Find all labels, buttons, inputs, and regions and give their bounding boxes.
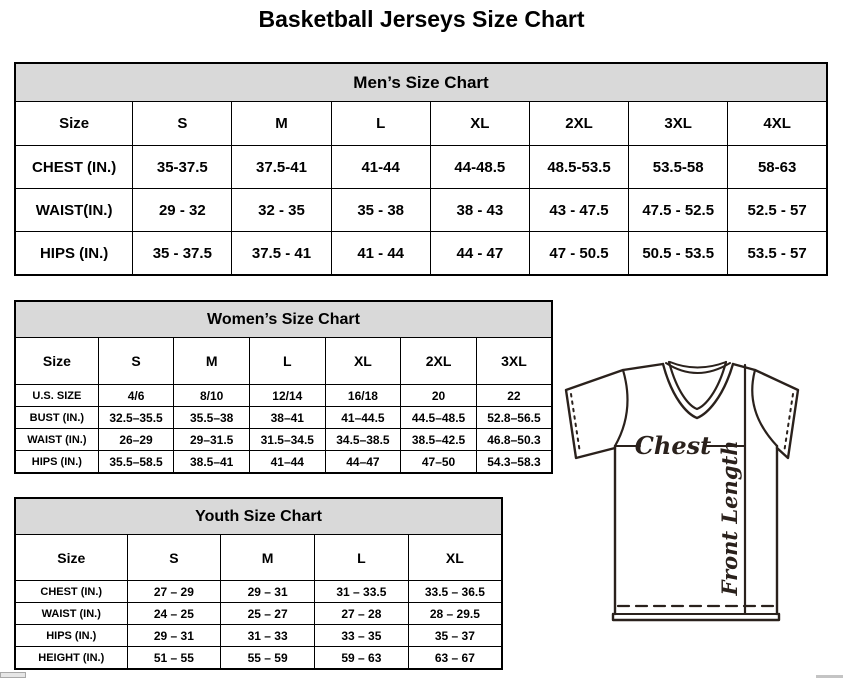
mens-size-chart <box>14 62 828 276</box>
horizontal-scrollbar-fragment-right[interactable] <box>816 675 843 678</box>
size-cell: 44–47 <box>325 451 401 474</box>
column-header: 2XL <box>529 102 628 146</box>
jersey-back-collar-arc-shallow <box>670 362 726 368</box>
column-header: Size <box>15 535 127 581</box>
size-cell: 8/10 <box>174 385 250 407</box>
row-label: HEIGHT (IN.) <box>15 647 127 670</box>
size-cell: 44 - 47 <box>430 232 529 276</box>
size-cell: 33.5 – 36.5 <box>408 581 502 603</box>
column-header: Size <box>15 338 98 385</box>
column-header: 4XL <box>728 102 827 146</box>
row-label: CHEST (IN.) <box>15 581 127 603</box>
size-cell: 35 - 37.5 <box>133 232 232 276</box>
column-header: M <box>221 535 315 581</box>
row-label: WAIST (IN.) <box>15 429 98 451</box>
size-cell: 47 - 50.5 <box>529 232 628 276</box>
column-header: XL <box>430 102 529 146</box>
size-cell: 47–50 <box>401 451 477 474</box>
youth-size-chart <box>14 497 503 670</box>
jersey-measurement-diagram <box>560 356 804 626</box>
womens-size-chart <box>14 300 553 474</box>
size-cell: 44.5–48.5 <box>401 407 477 429</box>
size-cell: 29–31.5 <box>174 429 250 451</box>
womens-table <box>14 300 553 474</box>
size-cell: 34.5–38.5 <box>325 429 401 451</box>
jersey-right-armhole-seam <box>752 370 777 446</box>
size-cell: 52.8–56.5 <box>476 407 552 429</box>
column-header: XL <box>325 338 401 385</box>
youth-table <box>14 497 503 670</box>
row-label: HIPS (IN.) <box>15 232 133 276</box>
size-cell: 35.5–38 <box>174 407 250 429</box>
size-cell: 20 <box>401 385 477 407</box>
column-header: 3XL <box>629 102 728 146</box>
size-cell: 16/18 <box>325 385 401 407</box>
size-cell: 29 - 32 <box>133 189 232 232</box>
size-cell: 31.5–34.5 <box>249 429 325 451</box>
jersey-right-cuff-dashed-line <box>784 394 793 453</box>
size-cell: 37.5-41 <box>232 146 331 189</box>
column-header: XL <box>408 535 502 581</box>
size-cell: 51 – 55 <box>127 647 221 670</box>
size-cell: 44-48.5 <box>430 146 529 189</box>
size-cell: 31 – 33 <box>221 625 315 647</box>
column-header: M <box>174 338 250 385</box>
size-cell: 55 – 59 <box>221 647 315 670</box>
size-cell: 35 – 37 <box>408 625 502 647</box>
row-label: CHEST (IN.) <box>15 146 133 189</box>
horizontal-scrollbar-fragment-left[interactable] <box>0 672 26 678</box>
row-label: WAIST(IN.) <box>15 189 133 232</box>
column-header: M <box>232 102 331 146</box>
size-cell: 28 – 29.5 <box>408 603 502 625</box>
row-label: BUST (IN.) <box>15 407 98 429</box>
size-cell: 38 - 43 <box>430 189 529 232</box>
size-cell: 41-44 <box>331 146 430 189</box>
column-header: S <box>98 338 174 385</box>
column-header: S <box>133 102 232 146</box>
jersey-right-shoulder-outline <box>733 364 798 458</box>
mens-table <box>14 62 828 276</box>
size-cell: 54.3–58.3 <box>476 451 552 474</box>
size-cell: 4/6 <box>98 385 174 407</box>
row-label: U.S. SIZE <box>15 385 98 407</box>
size-cell: 32.5–35.5 <box>98 407 174 429</box>
column-header: Size <box>15 102 133 146</box>
jersey-left-cuff-dashed-line <box>571 394 580 453</box>
column-header: 3XL <box>476 338 552 385</box>
table-caption: Women’s Size Chart <box>15 301 552 338</box>
size-cell: 29 – 31 <box>127 625 221 647</box>
size-cell: 59 – 63 <box>315 647 409 670</box>
size-cell: 46.8–50.3 <box>476 429 552 451</box>
size-cell: 38–41 <box>249 407 325 429</box>
size-cell: 35-37.5 <box>133 146 232 189</box>
size-cell: 33 – 35 <box>315 625 409 647</box>
size-cell: 58-63 <box>728 146 827 189</box>
column-header: L <box>331 102 430 146</box>
jersey-left-armhole-seam <box>615 370 628 446</box>
size-cell: 22 <box>476 385 552 407</box>
column-header: L <box>315 535 409 581</box>
front-length-label: Front Length <box>717 440 742 596</box>
size-cell: 41–44 <box>249 451 325 474</box>
size-cell: 35 - 38 <box>331 189 430 232</box>
size-cell: 24 – 25 <box>127 603 221 625</box>
size-cell: 29 – 31 <box>221 581 315 603</box>
size-cell: 37.5 - 41 <box>232 232 331 276</box>
size-cell: 53.5 - 57 <box>728 232 827 276</box>
column-header: 2XL <box>401 338 477 385</box>
chest-label: Chest <box>634 431 712 460</box>
row-label: HIPS (IN.) <box>15 625 127 647</box>
size-cell: 26–29 <box>98 429 174 451</box>
column-header: S <box>127 535 221 581</box>
size-cell: 53.5-58 <box>629 146 728 189</box>
size-cell: 32 - 35 <box>232 189 331 232</box>
size-cell: 38.5–42.5 <box>401 429 477 451</box>
size-cell: 25 – 27 <box>221 603 315 625</box>
row-label: WAIST (IN.) <box>15 603 127 625</box>
size-cell: 50.5 - 53.5 <box>629 232 728 276</box>
size-cell: 12/14 <box>249 385 325 407</box>
size-cell: 47.5 - 52.5 <box>629 189 728 232</box>
size-cell: 31 – 33.5 <box>315 581 409 603</box>
row-label: HIPS (IN.) <box>15 451 98 474</box>
size-cell: 48.5-53.5 <box>529 146 628 189</box>
size-cell: 35.5–58.5 <box>98 451 174 474</box>
size-cell: 27 – 29 <box>127 581 221 603</box>
page-title: Basketball Jerseys Size Chart <box>258 6 585 32</box>
size-cell: 41–44.5 <box>325 407 401 429</box>
size-cell: 52.5 - 57 <box>728 189 827 232</box>
column-header: L <box>249 338 325 385</box>
size-cell: 43 - 47.5 <box>529 189 628 232</box>
size-cell: 38.5–41 <box>174 451 250 474</box>
size-cell: 63 – 67 <box>408 647 502 670</box>
size-cell: 27 – 28 <box>315 603 409 625</box>
size-cell: 41 - 44 <box>331 232 430 276</box>
table-caption: Youth Size Chart <box>15 498 502 535</box>
table-caption: Men’s Size Chart <box>15 63 827 102</box>
